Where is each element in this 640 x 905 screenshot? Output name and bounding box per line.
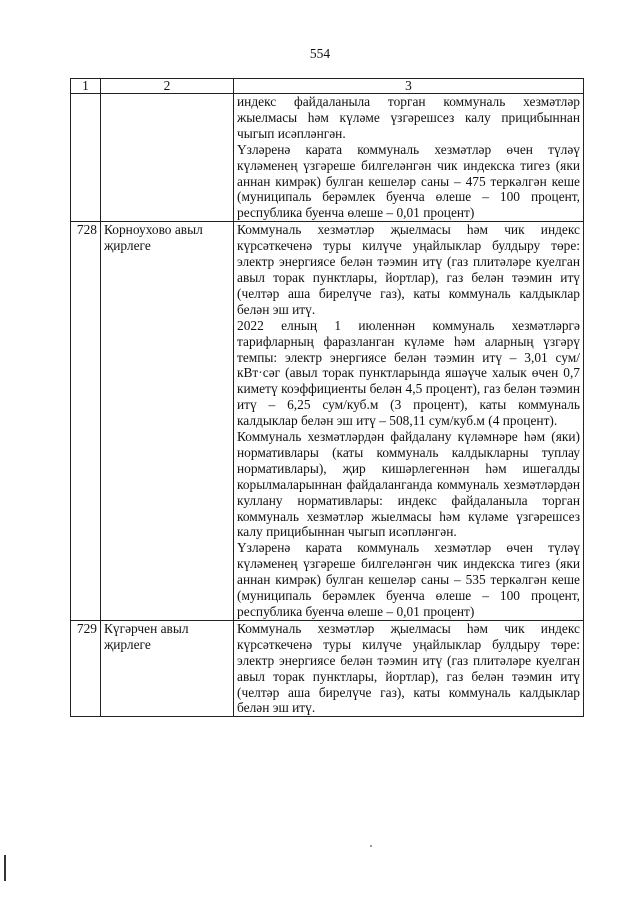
tariff-table (70, 78, 584, 717)
paragraph: 2022 елның 1 июленнән коммуналь хезмәтләргә тарифларның фаразланган күләме һәм аларның үзгәрү темпы: электр энергиясе белән тәэмин итү – 3,01 сум/кВт·сәг (авыл торак пунктларында яшәүче халык өчен 0,7 киметү коэффициенты белән 4,5 процент), газ белән тәэмин итү – 6,25 сум/куб.м (3 процент), каты коммуналь калдыклар белән эш итү – 508,11 сум/куб.м (4 процент). (237, 317, 580, 429)
paragraph: Үзләренә карата коммуналь хезмәтләр өчен түләү күләменең үзгәреше билгеләнгән чик индекска тигез (яки аннан кимрәк) булган кешеләр саны – 535 теркәлгән кеше (муниципаль берәмлек буенча өлеше – 100 процент, республика буенча өлеше – 0,01 процент) (237, 540, 580, 619)
settlement-name (101, 94, 234, 222)
row-number (71, 94, 101, 222)
column-header-name: 2 (101, 79, 234, 94)
settlement-name: Күгәрчен авыл җирлеге (101, 620, 234, 716)
settlement-name: Корноухово авыл җирлеге (101, 222, 234, 621)
row-number: 729 (71, 620, 101, 716)
column-header-number: 1 (71, 79, 101, 94)
page-number: 554 (309, 46, 331, 61)
table-row (71, 222, 584, 621)
paragraph: Коммуналь хезмәтләрдән файдалану күләмнәре һәм (яки) нормативлары (каты коммуналь калдыкларны туплау нормативлары), җир кишәрлегеннән һәм ишегалды корылмаларыннан файдаланганда коммуналь хезмәтләрдән куллану нормативлары: индекс файдаланыла торган коммуналь хезмәтләр жыелмасы һәм күләме үзгәрешсез калу прицибыннан чыгып исәпләнгән. (237, 429, 580, 540)
paragraph: Коммуналь хезмәтләр җыелмасы һәм чик индекс күрсәткеченә туры килүче уңайлыклар булдыру төре: электр энергиясе белән тәэмин итү (газ плитәләре куелган авыл торак пунктлары, йортлар), газ белән тәэмин итү (челтәр аша бирелүче газ), каты коммуналь калдыклар белән эш итү. (237, 620, 580, 716)
paragraph: Коммуналь хезмәтләр җыелмасы һәм чик индекс күрсәткеченә туры килүче уңайлыклар булдыру төре: электр энергиясе белән тәэмин итү (газ плитәләре куелган авыл торак пунктлары, йортлар), газ белән тәэмин итү (челтәр аша бирелүче газ), каты коммуналь калдыклар белән эш итү. (237, 222, 580, 317)
row-content (234, 620, 584, 716)
scan-speck (370, 845, 372, 847)
table-row (71, 94, 584, 222)
column-header-content: 3 (234, 79, 584, 94)
scan-edge-mark (4, 855, 6, 881)
row-content (234, 94, 584, 222)
row-number: 728 (71, 222, 101, 621)
paragraph: Үзләренә карата коммуналь хезмәтләр өчен түләү күләменең үзгәреше билгеләнгән чик индекска тигез (яки аннан кимрәк) булган кешеләр саны – 475 теркәлгән кеше (муниципаль берәмлек буенча өлеше – 100 процент, республика буенча өлеше – 0,01 процент) (237, 141, 580, 221)
row-content (234, 222, 584, 621)
table-header-row (71, 79, 584, 94)
table-row (71, 620, 584, 716)
paragraph: индекс файдаланыла торган коммуналь хезмәтләр жыелмасы һәм күләме үзгәрешсез калу прицибыннан чыгып исәпләнгән. (237, 94, 580, 141)
